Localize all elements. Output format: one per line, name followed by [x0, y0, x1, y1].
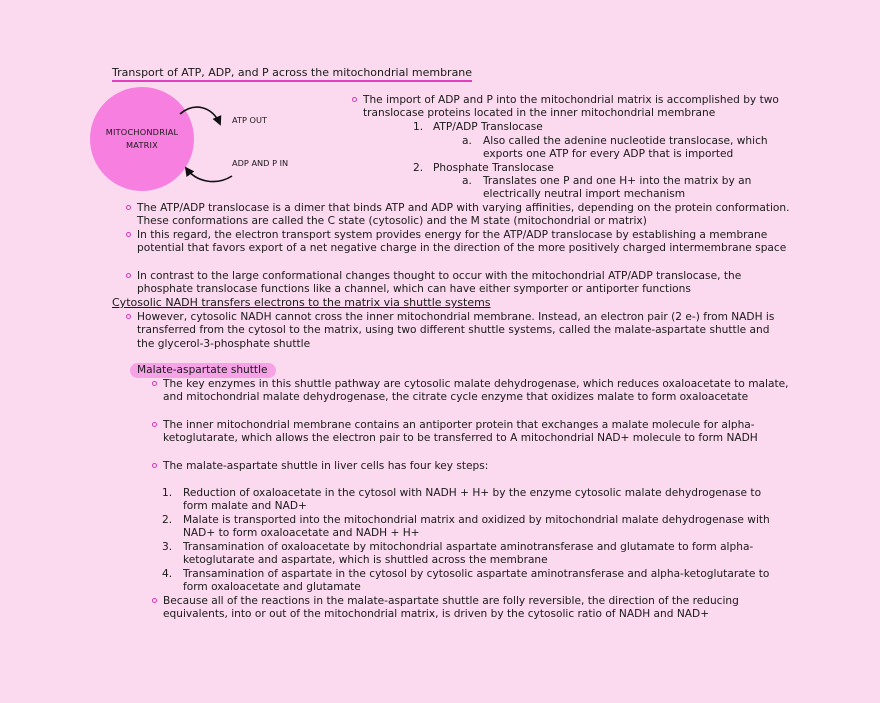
bullet-icon — [126, 232, 131, 237]
circle-label-line2: MATRIX — [126, 140, 158, 150]
adp-in-arrow-icon — [186, 168, 232, 182]
section-heading-transport: Transport of ATP, ADP, and P across the mitochondrial membrane — [112, 66, 472, 82]
transport-arrows — [170, 100, 240, 190]
atp-out-label: ATP OUT — [232, 115, 267, 125]
four-steps-bullet: The malate-aspartate shuttle in liver cells has four key steps: — [152, 460, 790, 473]
step-item-3: 3. Transamination of oxaloacetate by mitochondrial aspartate aminotransferase and glutamate to form alpha-ketoglutarate and aspartate, which is shuttled across the membrane — [162, 541, 754, 567]
step-item-2: 2. Malate is transported into the mitochondrial matrix and oxidized by mitochondrial malate dehydrogenase with NAD+ to form oxaloacetate and NADH + H+ — [162, 514, 770, 540]
section-heading-nadh: Cytosolic NADH transfers electrons to the matrix via shuttle systems — [112, 296, 491, 309]
antiporter-bullet: The inner mitochondrial membrane contains an antiporter protein that exchanges a malate molecule for alpha-ketoglutarate, which allows the electron pair to be transferred to A mitochondrial NAD+ molecule to form NADH — [152, 419, 790, 446]
electron-transport-bullet: In this regard, the electron transport system provides energy for the ATP/ADP translocase by establishing a membrane potential that favors export of a net negative charge in the direction of the more positively charged intermembrane space — [126, 229, 790, 256]
bullet-icon — [126, 205, 131, 210]
bullet-icon — [152, 598, 157, 603]
step-item-4: 4. Transamination of aspartate in the cytosol by cytosolic aspartate aminotransferase and alpha-ketoglutarate to form oxaloacetate and glutamate — [162, 568, 770, 594]
translocase-item-1: 1. ATP/ADP Translocase — [413, 121, 543, 133]
reversible-reactions-bullet: Because all of the reactions in the malate-aspartate shuttle are folly reversible, the direction of the reducing equivalents, into or out of the mitochondrial matrix, is driven by the cytosolic ratio of NADH and NAD+ — [152, 595, 790, 622]
bullet-icon — [152, 463, 157, 468]
step-item-1: 1. Reduction of oxaloacetate in the cytosol with NADH + H+ by the enzyme cytosolic malate dehydrogenase to form malate and NAD+ — [162, 487, 762, 513]
bullet-icon — [126, 273, 131, 278]
bullet-icon — [152, 422, 157, 427]
translocase-item-2-sub: a. Translates one P and one H+ into the matrix by an electrically neutral import mechanism — [462, 175, 752, 201]
bullet-icon — [152, 381, 157, 386]
adp-in-label: ADP AND P IN — [232, 158, 289, 168]
bullet-icon — [352, 97, 357, 102]
import-bullet: The import of ADP and P into the mitochondrial matrix is accomplished by two translocase proteins located in the inner mitochondrial membrane — [352, 94, 788, 121]
translocase-item-2: 2. Phosphate Translocase — [413, 162, 554, 174]
malate-aspartate-subheading: Malate-aspartate shuttle — [130, 363, 276, 378]
phosphate-channel-bullet: In contrast to the large conformational changes thought to occur with the mitochondrial ATP/ADP translocase, the phosphate translocase functions like a channel, which can have either symporter or antiporter functions — [126, 270, 794, 297]
atp-adp-dimer-bullet: The ATP/ADP translocase is a dimer that binds ATP and ADP with varying affinities, depending on the protein conformation. These conformations are called the C state (cytosolic) and the M state (mitochondrial or matrix) — [126, 202, 790, 229]
atp-out-arrow-icon — [180, 107, 220, 124]
circle-label-line1: MITOCHONDRIAL — [105, 127, 179, 137]
bullet-icon — [126, 314, 131, 319]
cytosolic-nadh-bullet: However, cytosolic NADH cannot cross the inner mitochondrial membrane. Instead, an electron pair (2 e-) from NADH is transferred from the cytosol to the matrix, using two different shuttle systems, called the malate-aspartate shuttle and the glycerol-3-phosphate shuttle — [126, 311, 790, 351]
translocase-item-1-sub: a. Also called the adenine nucleotide translocase, which exports one ATP for every ADP that is imported — [462, 135, 768, 161]
key-enzymes-bullet: The key enzymes in this shuttle pathway are cytosolic malate dehydrogenase, which reduces oxaloacetate to malate, and mitochondrial malate dehydrogenase, the citrate cycle enzyme that oxidizes malate to form oxaloacetate — [152, 378, 790, 405]
